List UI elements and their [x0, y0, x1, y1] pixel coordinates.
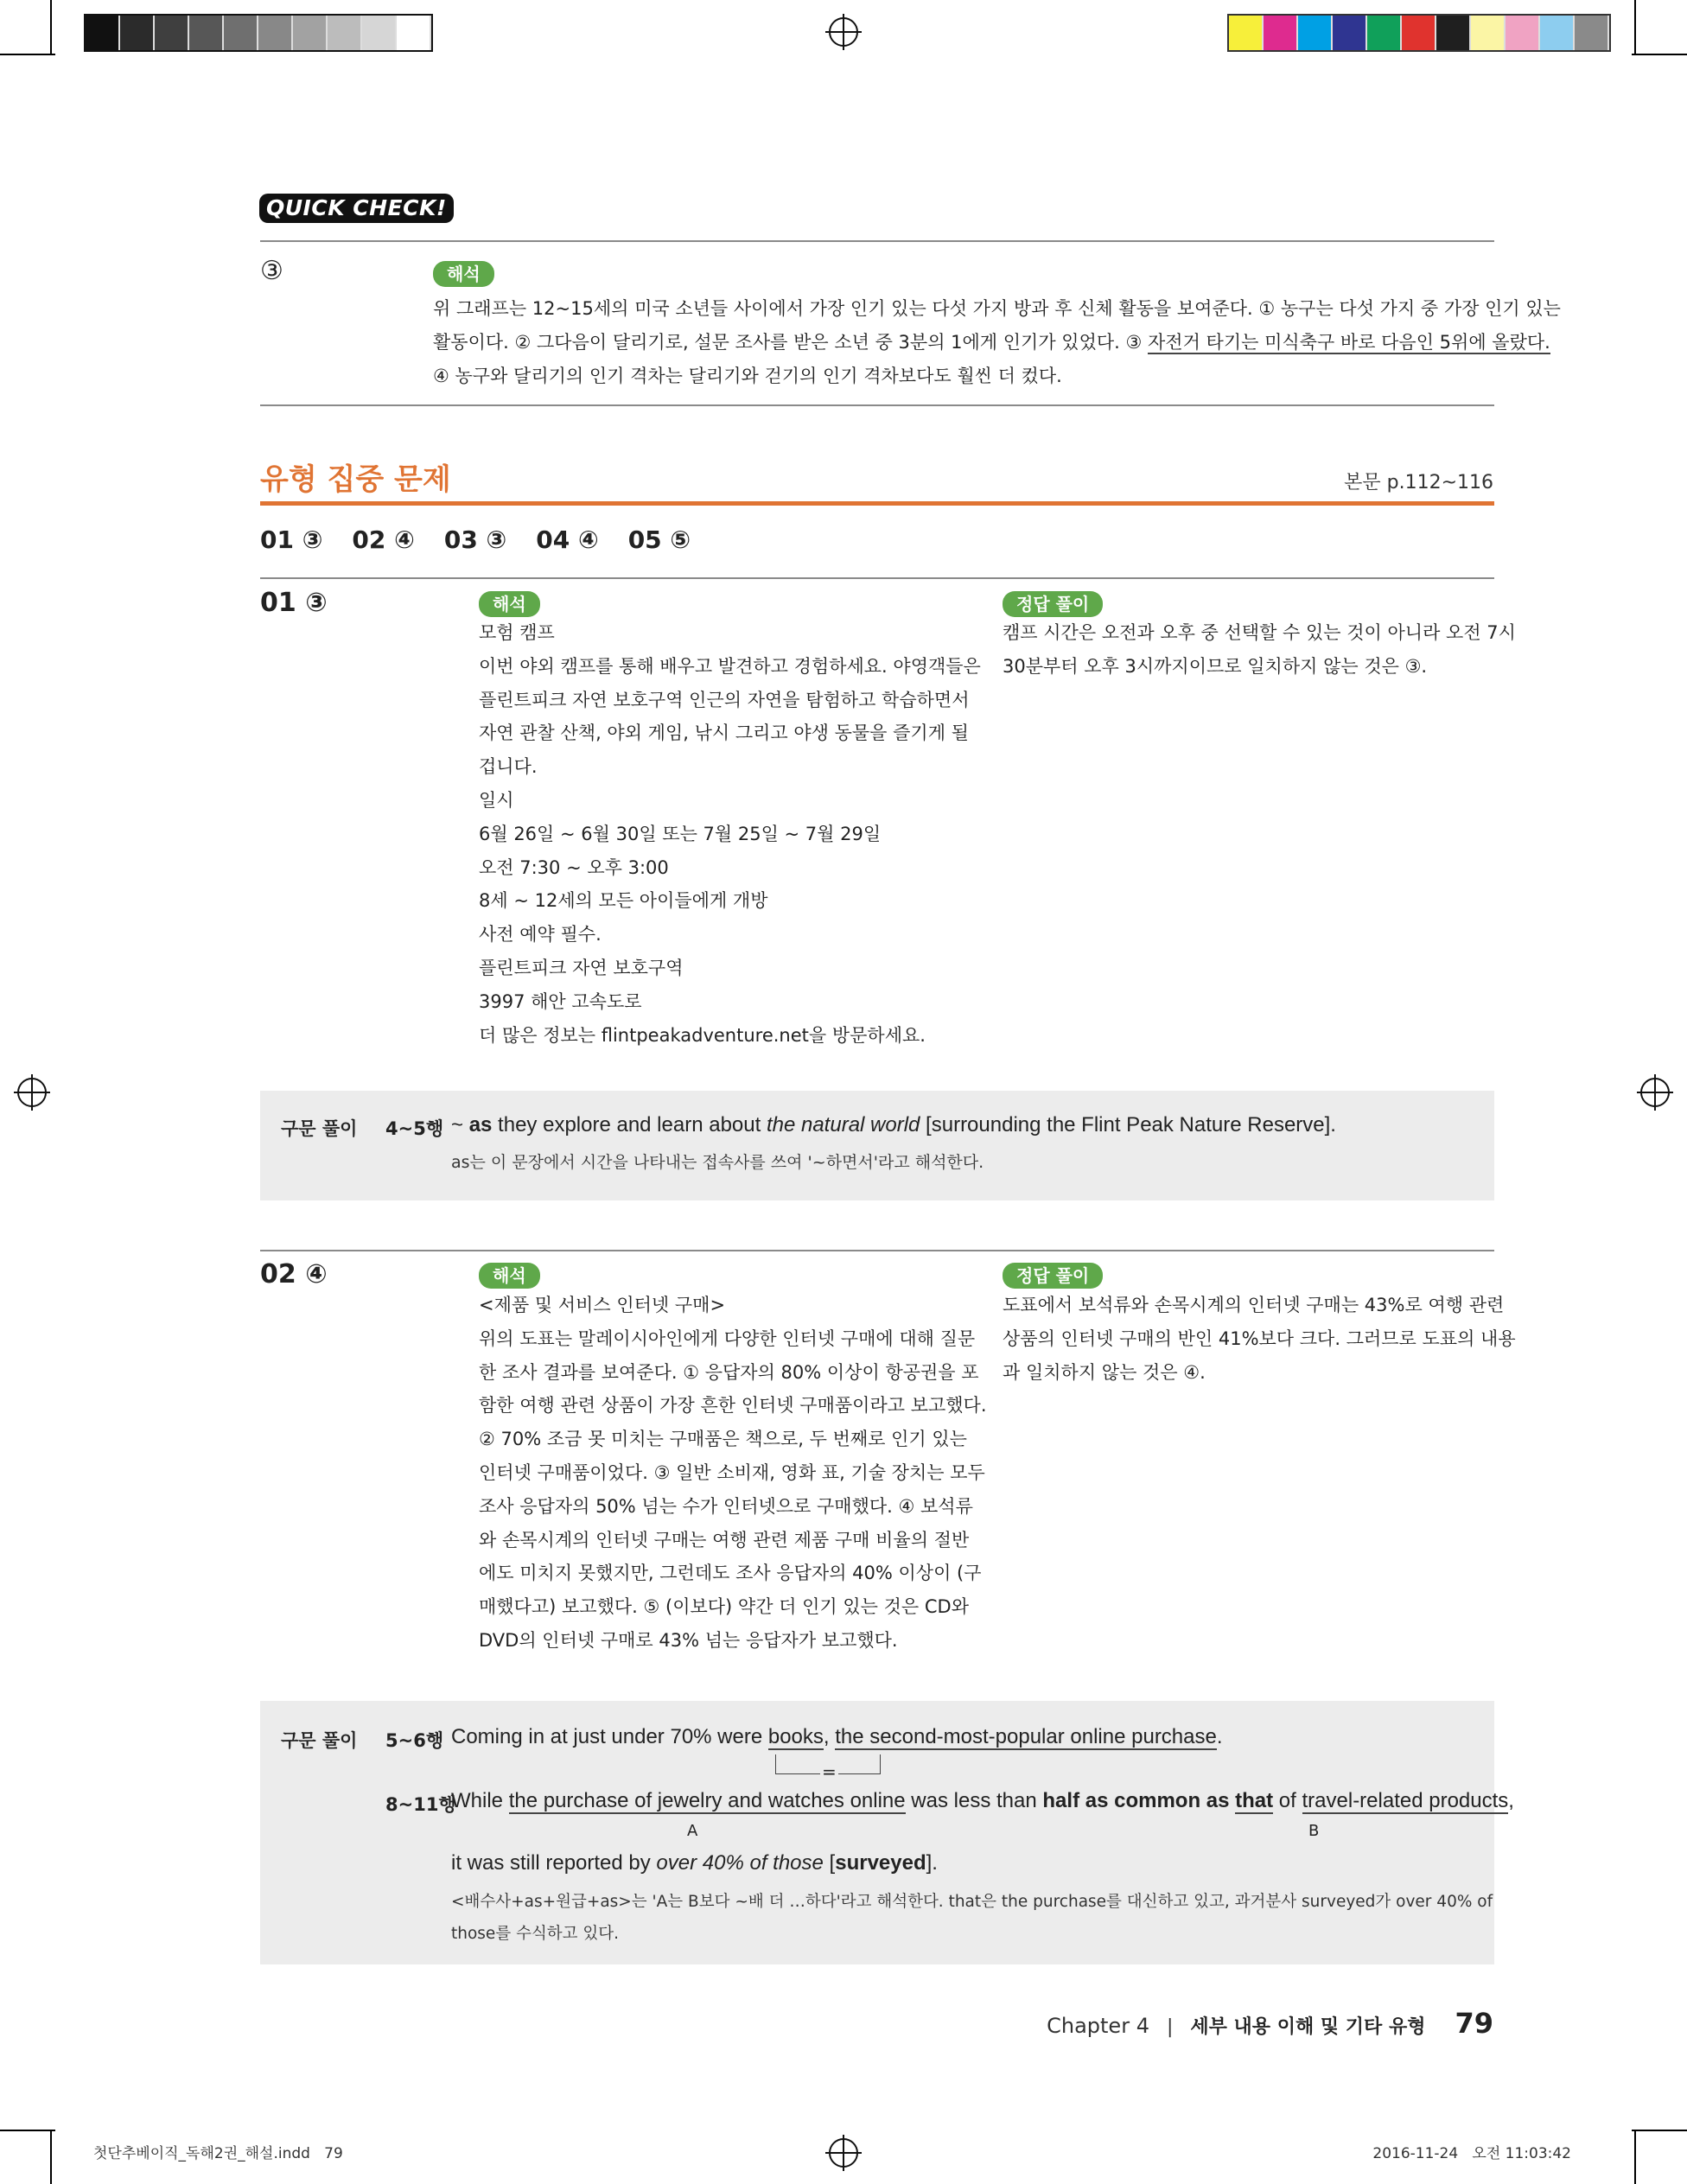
color-swatch: [258, 16, 293, 50]
text-line: ② 70% 조금 못 미치는 구매품은 책으로, 두 번째로 인기 있는: [479, 1429, 967, 1450]
color-swatch: [1402, 16, 1436, 50]
text-line: 과 일치하지 않는 것은 ④.: [1003, 1361, 1206, 1383]
text-line: 활동이다. ② 그다음이 달리기로, 설문 조사를 받은 소년 중 3분의 1에게 인기가 있었다. ③ 자전거 타기는 미식축구 바로 다음인 5위에 올랐다.: [433, 331, 1550, 353]
chapter-label: Chapter 4: [1047, 2014, 1149, 2038]
marker-b: B: [1308, 1822, 1320, 1840]
answer-item: 05 ⑤: [627, 525, 691, 554]
registration-mark-left: [17, 1078, 47, 1107]
question-label: 02 ④: [260, 1259, 328, 1289]
answer-explanation-badge: 정답 풀이: [1003, 1263, 1103, 1289]
color-swatch: [1471, 16, 1506, 50]
chapter-title: 세부 내용 이해 및 기타 유형: [1190, 2016, 1426, 2038]
quick-check-logo: QUICK CHECK!: [259, 194, 454, 223]
color-swatch: [1436, 16, 1471, 50]
section-title: 유형 집중 문제: [260, 462, 451, 497]
text-line: 오전 7:30 ~ 오후 3:00: [479, 856, 669, 878]
marker-a: A: [687, 1822, 698, 1840]
registration-mark-bottom: [829, 2138, 858, 2168]
q02-translation: [479, 1289, 987, 1658]
color-swatch: [397, 16, 431, 50]
text-line: 함한 여행 관련 상품이 가장 흔한 인터넷 구매품이라고 보고했다.: [479, 1395, 987, 1417]
color-swatch: [1367, 16, 1402, 50]
grammar-label: 구문 풀이: [281, 1730, 358, 1751]
line-reference: 4~5행: [385, 1118, 444, 1139]
color-swatch: [1540, 16, 1575, 50]
q01-answer-explanation: [1003, 616, 1516, 684]
text-line: 위의 도표는 말레이시아인에게 다양한 인터넷 구매에 대해 질문: [479, 1328, 976, 1349]
color-swatch: [155, 16, 189, 50]
text-line: 조사 응답자의 50% 넘는 수가 인터넷으로 구매했다. ④ 보석류: [479, 1495, 973, 1517]
color-swatch: [1506, 16, 1540, 50]
q01-translation: [479, 616, 981, 1052]
grammar-sentence-3: it was still reported by over 40% of those [surveyed].: [451, 1851, 938, 1875]
slug-filename: 첫단추베이직_독해2권_해설.indd 79: [93, 2145, 343, 2162]
text-line: 와 손목시계의 인터넷 구매는 여행 관련 제품 구매 비율의 절반: [479, 1529, 970, 1550]
quick-check-number: ③: [260, 256, 283, 286]
color-swatch: [120, 16, 155, 50]
text-line: 한 조사 결과를 보여준다. ① 응답자의 80% 이상이 항공권을 포: [479, 1361, 979, 1383]
q01-grammar-box: [260, 1091, 1494, 1200]
text-line: 8세 ~ 12세의 모든 아이들에게 개방: [479, 890, 768, 912]
color-swatch: [86, 16, 120, 50]
color-swatch: [1333, 16, 1367, 50]
text-line: 플린트피크 자연 보호구역: [479, 957, 684, 978]
answer-explanation-badge: 정답 풀이: [1003, 591, 1103, 617]
color-swatch: [328, 16, 362, 50]
running-footer: [1047, 2007, 1493, 2040]
gray-color-bar: [84, 14, 433, 52]
text-line: 플린트피크 자연 보호구역 인근의 자연을 탐험하고 학습하면서: [479, 689, 970, 710]
text-line: 자연 관찰 산책, 야외 게임, 낚시 그리고 야생 동물을 즐기게 될: [479, 723, 969, 744]
line-reference: 8~11행: [385, 1794, 456, 1815]
grammar-sentence-2: While the purchase of jewelry and watches online was less than half as common as that of travel-related products,: [451, 1789, 1514, 1812]
text-line: 사전 예약 필수.: [479, 924, 602, 946]
answer-item: 03 ③: [443, 525, 507, 554]
grammar-sentence-1: Coming in at just under 70% were books, the second-most-popular online purchase.: [451, 1725, 1223, 1748]
text-line: 3997 해안 고속도로: [479, 990, 642, 1012]
grammar-note: <배수사+as+원급+as>는 'A는 B보다 ~배 더 …하다'라고 해석한다. that은 the purchase를 대신하고 있고, 과거분사 surveyed가 over 40% of those를 수식하고 있다.: [451, 1893, 1493, 1943]
color-swatch: [1264, 16, 1298, 50]
text-line: ④ 농구와 달리기의 인기 격차는 달리기와 걷기의 인기 격차보다도 훨씬 더 컸다.: [433, 365, 1062, 386]
text-line: 이번 야외 캠프를 통해 배우고 발견하고 경험하세요. 야영객들은: [479, 655, 981, 677]
page-reference: 본문 p.112~116: [1344, 472, 1493, 493]
text-line: 상품의 인터넷 구매의 반인 41%보다 크다. 그러므로 도표의 내용: [1003, 1328, 1516, 1349]
color-swatch: [1229, 16, 1264, 50]
text-line: 도표에서 보석류와 손목시계의 인터넷 구매는 43%로 여행 관련: [1003, 1295, 1505, 1315]
translation-badge: 해석: [479, 591, 540, 617]
translation-badge: 해석: [479, 1263, 540, 1289]
page-number: 79: [1455, 2007, 1493, 2040]
slug-timestamp: 2016-11-24 오전 11:03:42: [1372, 2145, 1571, 2162]
section-rule: [260, 501, 1494, 506]
grammar-sentence: ~ as they explore and learn about the natural world [surrounding the Flint Peak Nature Reserve].: [451, 1113, 1336, 1137]
color-swatch: [1575, 16, 1609, 50]
text-line: <제품 및 서비스 인터넷 구매>: [479, 1295, 726, 1315]
text-line: 위 그래프는 12~15세의 미국 소년들 사이에서 가장 인기 있는 다섯 가지 방과 후 신체 활동을 보여준다. ① 농구는 다섯 가지 중 가장 인기 있는: [433, 298, 1561, 319]
color-swatch: [224, 16, 258, 50]
grammar-note: as는 이 문장에서 시간을 나타내는 접속사를 쓰여 '~하면서'라고 해석한다.: [451, 1153, 984, 1172]
text-line: 에도 미치지 못했지만, 그런데도 조사 응답자의 40% 이상이 (구: [479, 1563, 982, 1584]
line-reference: 5~6행: [385, 1730, 444, 1751]
text-line: DVD의 인터넷 구매로 43% 넘는 응답자가 보고했다.: [479, 1629, 898, 1651]
question-label: 01 ③: [260, 588, 328, 618]
quick-check-explanation: [433, 292, 1561, 392]
q02-grammar-box: [260, 1701, 1514, 1964]
quick-check-badge: 해석: [433, 261, 494, 287]
text-line: 더 많은 정보는 flintpeakadventure.net을 방문하세요.: [479, 1024, 926, 1046]
color-swatch: [293, 16, 328, 50]
underlined-text: 자전거 타기는 미식축구 바로 다음인 5위에 올랐다.: [1148, 331, 1550, 353]
footer-separator: |: [1166, 2016, 1174, 2038]
answer-key-row: [260, 525, 691, 554]
text-line: 일시: [479, 789, 514, 811]
text-line: 겁니다.: [479, 756, 538, 778]
text-line: 모험 캠프: [479, 622, 555, 643]
registration-mark-right: [1640, 1078, 1670, 1107]
grammar-label: 구문 풀이: [281, 1118, 358, 1139]
text-line: 캠프 시간은 오전과 오후 중 선택할 수 있는 것이 아니라 오전 7시: [1003, 622, 1516, 643]
registration-mark-top: [829, 17, 858, 47]
color-swatch: [189, 16, 224, 50]
answer-item: 01 ③: [260, 525, 323, 554]
text-line: 인터넷 구매품이었다. ③ 일반 소비재, 영화 표, 기술 장치는 모두: [479, 1461, 985, 1483]
color-swatch: [1298, 16, 1333, 50]
text-line: 30분부터 오후 3시까지이므로 일치하지 않는 것은 ③.: [1003, 655, 1428, 677]
q02-answer-explanation: [1003, 1289, 1516, 1389]
text-line: 매했다고) 보고했다. ⑤ (이보다) 약간 더 인기 있는 것은 CD와: [479, 1596, 969, 1618]
process-color-bar: [1227, 14, 1611, 52]
answer-item: 04 ④: [536, 525, 599, 554]
answer-item: 02 ④: [352, 525, 415, 554]
equals-mark: =: [822, 1761, 837, 1782]
color-swatch: [362, 16, 397, 50]
text-line: 6월 26일 ~ 6월 30일 또는 7월 25일 ~ 7월 29일: [479, 823, 882, 844]
